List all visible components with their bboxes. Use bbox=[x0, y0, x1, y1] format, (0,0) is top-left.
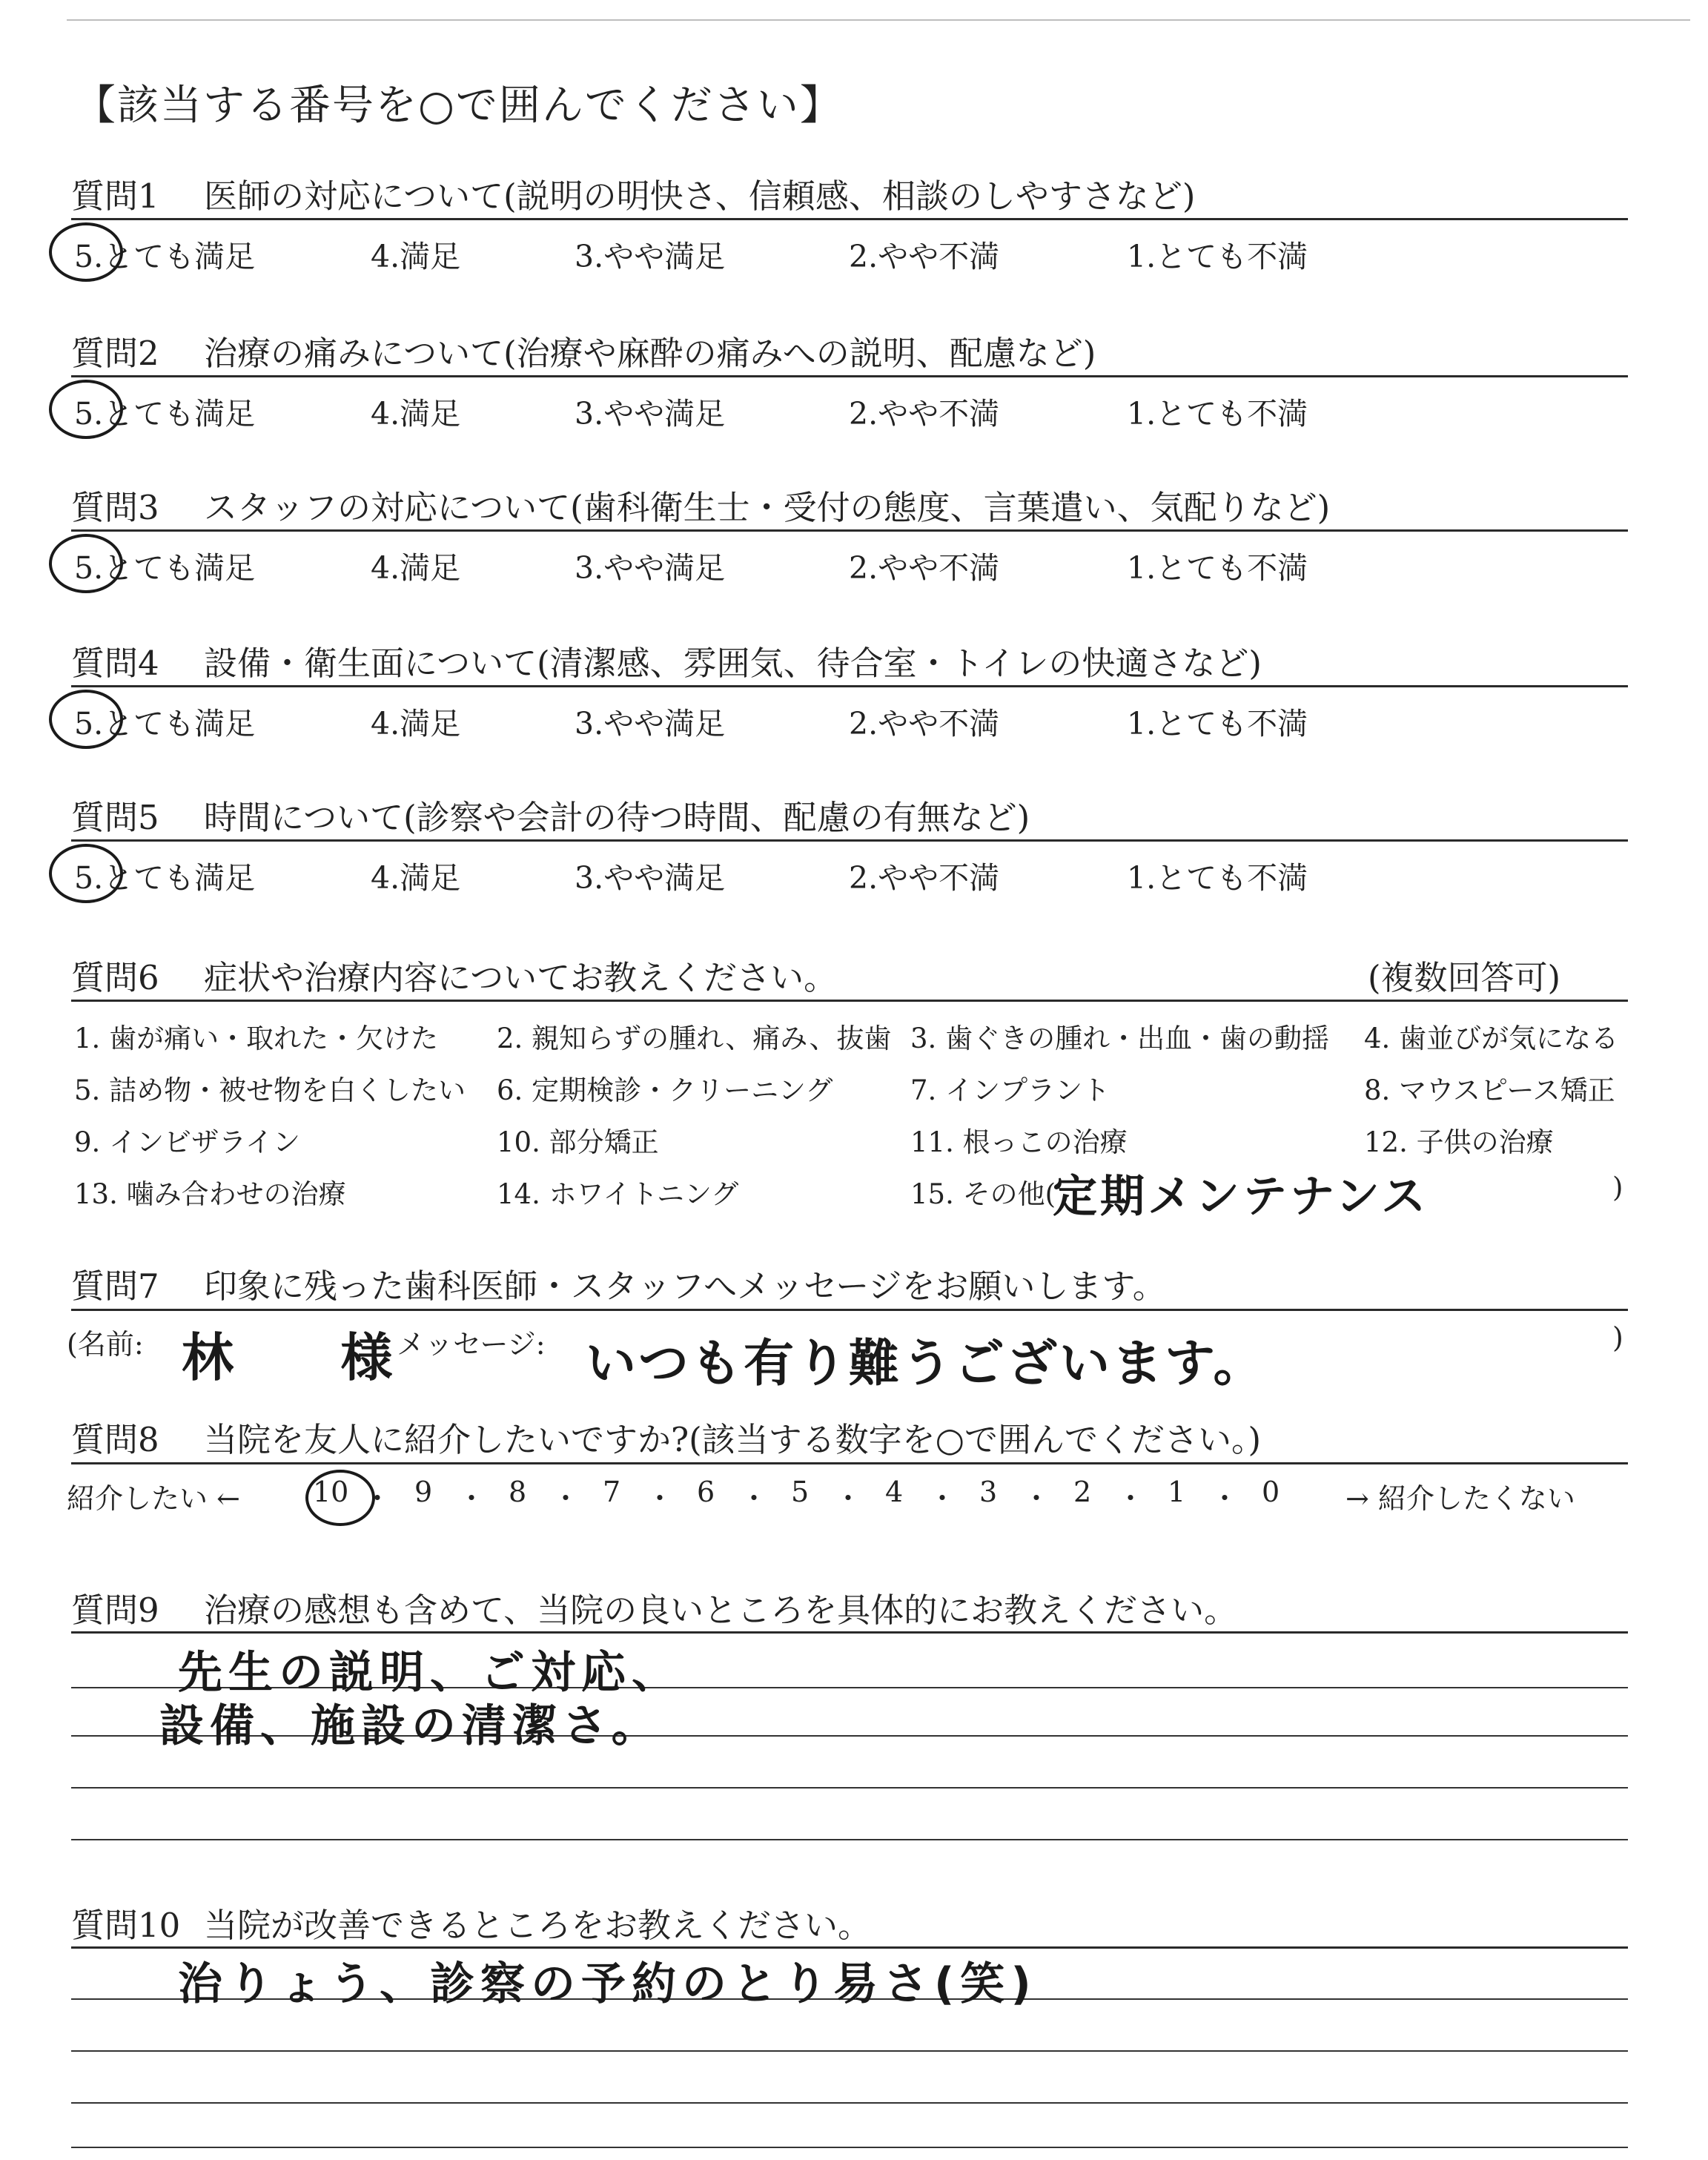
q8-scale-0[interactable]: 0 bbox=[1262, 1476, 1280, 1508]
q6-item-10: 10. 部分矯正 bbox=[497, 1126, 659, 1158]
q7-label: 質問7 bbox=[71, 1266, 159, 1306]
q6-item-1: 1. 歯が痛い・取れた・欠けた bbox=[74, 1023, 439, 1054]
q2-rule bbox=[71, 375, 1628, 377]
q8-scale-separator: ・ bbox=[1116, 1482, 1145, 1515]
q6-note: (複数回答可) bbox=[1368, 958, 1561, 997]
q5-option-4[interactable]: 4.満足 bbox=[371, 860, 461, 896]
page-title: 【該当する番号を○で囲んでください】 bbox=[74, 82, 843, 130]
q2-selected-circle bbox=[49, 380, 123, 439]
q3-selected-circle bbox=[49, 534, 123, 593]
q5-option-3[interactable]: 3.やや満足 bbox=[575, 860, 726, 896]
q9-label: 質問9 bbox=[71, 1591, 159, 1630]
q6-item-4: 4. 歯並びが気になる bbox=[1364, 1023, 1619, 1054]
q6-item-8: 8. マウスピース矯正 bbox=[1364, 1074, 1615, 1106]
q4-selected-circle bbox=[49, 690, 123, 749]
q9-answer-2: 設備、施設の清潔さ。 bbox=[159, 1700, 662, 1752]
q5-text: 時間について(診察や会計の待つ時間、配慮の有無など) bbox=[204, 798, 1030, 837]
q3-option-3[interactable]: 3.やや満足 bbox=[575, 550, 726, 586]
q7-message-label: メッセージ: bbox=[397, 1328, 546, 1361]
q8-scale-8[interactable]: 8 bbox=[509, 1476, 527, 1508]
q6-item-15: 15. その他( bbox=[910, 1178, 1056, 1210]
q7-name-value: 林 様 bbox=[182, 1327, 437, 1388]
q3-option-1[interactable]: 1.とても不満 bbox=[1127, 550, 1308, 586]
q4-option-4[interactable]: 4.満足 bbox=[371, 706, 461, 742]
q6-item-13: 13. 噛み合わせの治療 bbox=[74, 1178, 346, 1210]
q5-rule bbox=[71, 839, 1628, 842]
q5-option-5[interactable]: 5.とても満足 bbox=[74, 860, 256, 896]
q8-scale-separator: ・ bbox=[834, 1482, 863, 1515]
q8-scale-separator: ・ bbox=[1211, 1482, 1239, 1515]
q1-option-2[interactable]: 2.やや不満 bbox=[849, 239, 1000, 274]
q8-scale-6[interactable]: 6 bbox=[697, 1476, 715, 1508]
q6-rule bbox=[71, 1000, 1628, 1002]
q8-left-label: 紹介したい ← bbox=[67, 1482, 240, 1515]
q2-label: 質問2 bbox=[71, 334, 159, 373]
q1-label: 質問1 bbox=[71, 176, 159, 216]
q4-rule bbox=[71, 685, 1628, 687]
q8-scale-separator: ・ bbox=[363, 1482, 392, 1515]
q1-text: 医師の対応について(説明の明快さ、信頼感、相談のしやすさなど) bbox=[204, 176, 1196, 216]
q4-label: 質問4 bbox=[71, 644, 159, 683]
q6-other-answer: 定期メンテナンス bbox=[1053, 1171, 1429, 1223]
q5-option-1[interactable]: 1.とても不満 bbox=[1127, 860, 1308, 896]
q10-text: 当院が改善できるところをお教えください。 bbox=[204, 1906, 872, 1945]
q8-selected-circle bbox=[305, 1470, 375, 1526]
q10-answer-line-2 bbox=[71, 2050, 1628, 2052]
q6-item-9: 9. インビザライン bbox=[74, 1126, 300, 1158]
q8-scale-separator: ・ bbox=[1022, 1482, 1051, 1515]
q6-item-5: 5. 詰め物・被せ物を白くしたい bbox=[74, 1074, 466, 1106]
q4-text: 設備・衛生面について(清潔感、雰囲気、待合室・トイレの快適さなど) bbox=[204, 644, 1262, 683]
q4-option-3[interactable]: 3.やや満足 bbox=[575, 706, 726, 742]
q3-option-4[interactable]: 4.満足 bbox=[371, 550, 461, 586]
q7-name-label: (名前: bbox=[67, 1328, 144, 1361]
q3-text: スタッフの対応について(歯科衛生士・受付の態度、言葉遣い、気配りなど) bbox=[204, 488, 1331, 527]
q5-option-2[interactable]: 2.やや不満 bbox=[849, 860, 1000, 896]
q1-rule bbox=[71, 218, 1628, 220]
q7-close: ) bbox=[1612, 1321, 1623, 1354]
q2-text: 治療の痛みについて(治療や麻酔の痛みへの説明、配慮など) bbox=[204, 334, 1096, 373]
q3-option-5[interactable]: 5.とても満足 bbox=[74, 550, 256, 586]
q9-rule bbox=[71, 1631, 1628, 1634]
q1-option-4[interactable]: 4.満足 bbox=[371, 239, 461, 274]
q6-text: 症状や治療内容についてお教えください。 bbox=[204, 958, 838, 997]
q8-scale-9[interactable]: 9 bbox=[414, 1476, 433, 1508]
q2-option-4[interactable]: 4.満足 bbox=[371, 396, 461, 432]
q6-item-7: 7. インプラント bbox=[910, 1074, 1110, 1106]
q10-answer-1: 治りょう、診察の予約のとり易さ(笑) bbox=[178, 1958, 1037, 2010]
q8-label: 質問8 bbox=[71, 1420, 159, 1459]
top-border bbox=[67, 19, 1690, 21]
q8-scale-2[interactable]: 2 bbox=[1073, 1476, 1092, 1508]
q5-selected-circle bbox=[49, 844, 123, 903]
q6-item-6: 6. 定期検診・クリーニング bbox=[497, 1074, 833, 1106]
q6-other-close: ) bbox=[1612, 1172, 1623, 1203]
q6-item-11: 11. 根っこの治療 bbox=[910, 1126, 1128, 1158]
q8-scale-separator: ・ bbox=[928, 1482, 957, 1515]
q6-item-12: 12. 子供の治療 bbox=[1364, 1126, 1554, 1158]
q10-answer-line-3 bbox=[71, 2102, 1628, 2104]
q8-rule bbox=[71, 1462, 1628, 1464]
q10-answer-line-4 bbox=[71, 2147, 1628, 2148]
q8-scale-4[interactable]: 4 bbox=[885, 1476, 904, 1508]
q5-label: 質問5 bbox=[71, 798, 159, 837]
q8-scale-1[interactable]: 1 bbox=[1168, 1476, 1186, 1508]
q8-scale-separator: ・ bbox=[740, 1482, 769, 1515]
q1-option-3[interactable]: 3.やや満足 bbox=[575, 239, 726, 274]
q7-text: 印象に残った歯科医師・スタッフへメッセージをお願いします。 bbox=[204, 1266, 1166, 1306]
q8-scale-7[interactable]: 7 bbox=[603, 1476, 621, 1508]
q4-option-2[interactable]: 2.やや不満 bbox=[849, 706, 1000, 742]
q8-scale-separator: ・ bbox=[552, 1482, 580, 1515]
q6-item-3: 3. 歯ぐきの腫れ・出血・歯の動揺 bbox=[910, 1023, 1330, 1054]
q9-answer-1: 先生の説明、ご対応、 bbox=[178, 1647, 682, 1699]
q10-label: 質問10 bbox=[71, 1906, 181, 1945]
q8-scale-separator: ・ bbox=[457, 1482, 486, 1515]
q2-option-1[interactable]: 1.とても不満 bbox=[1127, 396, 1308, 432]
q3-option-2[interactable]: 2.やや不満 bbox=[849, 550, 1000, 586]
q2-option-3[interactable]: 3.やや満足 bbox=[575, 396, 726, 432]
q8-scale-3[interactable]: 3 bbox=[979, 1476, 998, 1508]
q9-answer-line-4 bbox=[71, 1839, 1628, 1840]
q7-message-value: いつも有り難うございます。 bbox=[586, 1335, 1266, 1393]
q6-item-2: 2. 親知らずの腫れ、痛み、抜歯 bbox=[497, 1023, 892, 1054]
q9-text: 治療の感想も含めて、当院の良いところを具体的にお教えください。 bbox=[204, 1591, 1238, 1630]
q1-option-5[interactable]: 5.とても満足 bbox=[74, 239, 256, 274]
q6-item-14: 14. ホワイトニング bbox=[497, 1178, 739, 1210]
q4-option-1[interactable]: 1.とても不満 bbox=[1127, 706, 1308, 742]
q2-option-2[interactable]: 2.やや不満 bbox=[849, 396, 1000, 432]
q8-text: 当院を友人に紹介したいですか?(該当する数字を○で囲んでください。) bbox=[204, 1420, 1262, 1459]
q9-answer-line-3 bbox=[71, 1787, 1628, 1789]
q8-right-label: → 紹介したくない bbox=[1345, 1482, 1575, 1515]
q3-label: 質問3 bbox=[71, 488, 159, 527]
q4-option-5[interactable]: 5.とても満足 bbox=[74, 706, 256, 742]
q6-label: 質問6 bbox=[71, 958, 159, 997]
q7-rule bbox=[71, 1309, 1628, 1311]
q8-scale-5[interactable]: 5 bbox=[791, 1476, 810, 1508]
q1-option-1[interactable]: 1.とても不満 bbox=[1127, 239, 1308, 274]
q2-option-5[interactable]: 5.とても満足 bbox=[74, 396, 256, 432]
q3-rule bbox=[71, 529, 1628, 532]
q8-scale-separator: ・ bbox=[646, 1482, 675, 1515]
q8-scale-10[interactable]: 10 bbox=[313, 1476, 349, 1508]
q1-selected-circle bbox=[49, 222, 123, 282]
